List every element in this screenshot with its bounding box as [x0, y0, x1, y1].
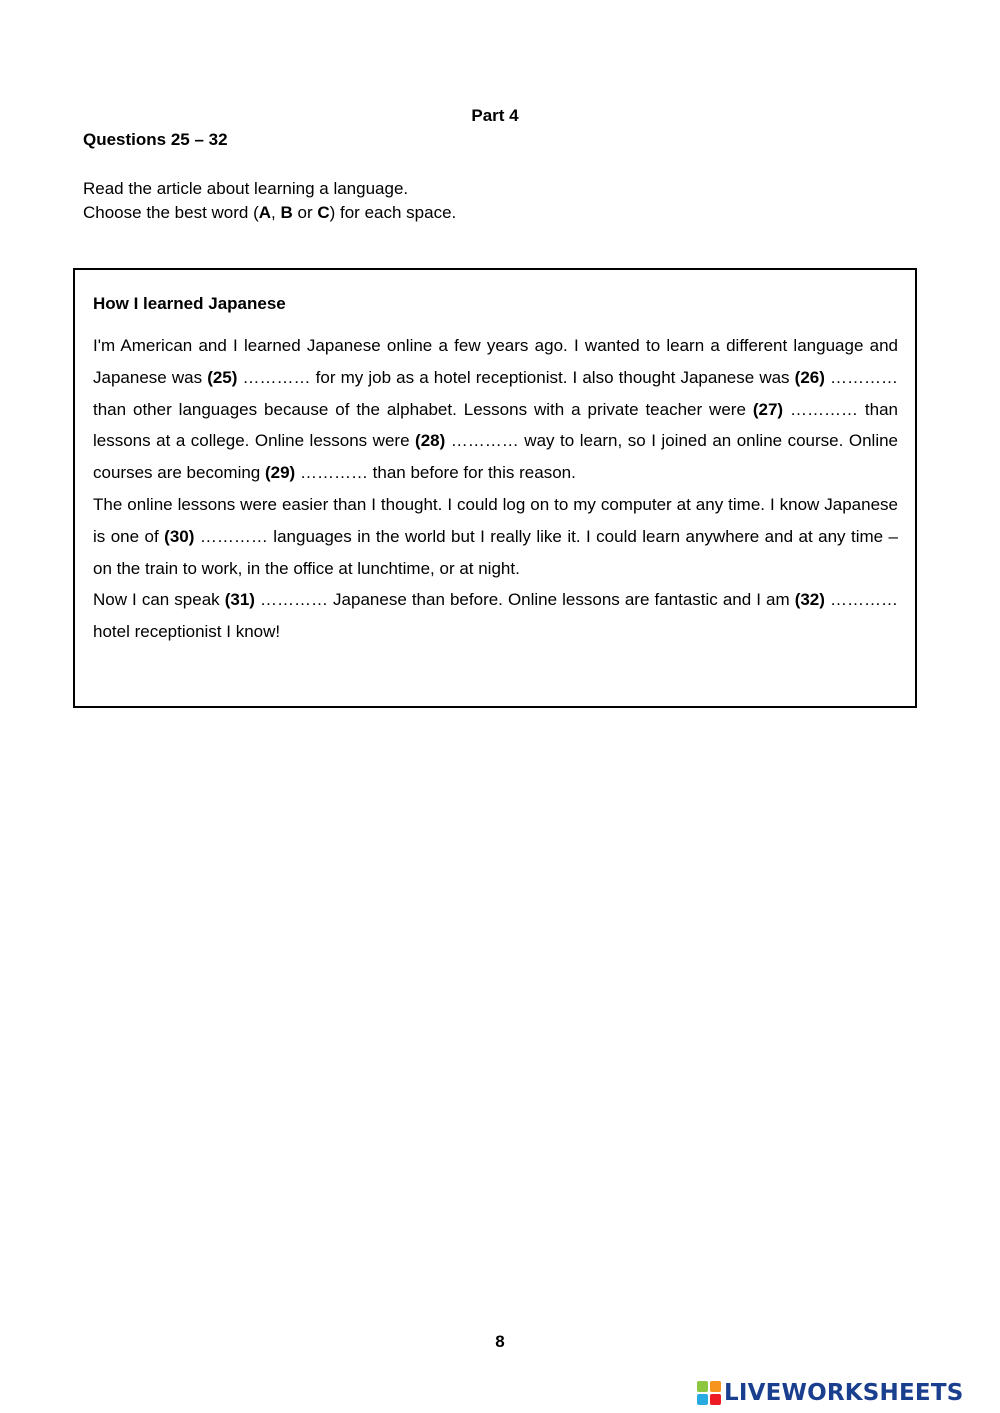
article-text: ………… than other languages because of the alphabet. Lessons with a private teacher were: [93, 367, 898, 419]
option-c: C: [317, 203, 330, 222]
article-body: [93, 330, 898, 648]
gap-31: (31): [224, 590, 255, 610]
part-title: Part 4: [471, 106, 519, 125]
article-text: ………… for my job as a hotel receptionist. I also thought Japanese was: [237, 367, 795, 387]
article-text: ………… way to learn, so I joined an online course. Online courses are becoming: [93, 431, 899, 483]
gap-30: (30): [164, 526, 195, 546]
instruction-text: ) for each space.: [329, 203, 457, 222]
article-text: ………… languages in the world but I really like it. I could learn anywhere and at any time – on the train to work, in the office at lunchtime, or at night.: [93, 526, 898, 578]
instruction-line-1: Read the article about learning a language.: [83, 179, 409, 198]
instruction-text: Choose the best word (: [83, 203, 259, 222]
instructions: [83, 177, 456, 225]
instruction-text: or: [292, 203, 318, 222]
article-title: How I learned Japanese: [93, 294, 286, 313]
paragraph-3: [93, 584, 898, 648]
article-text: ………… Japanese than before. Online lessons are fantastic and I am: [254, 590, 795, 610]
article-text: ………… hotel receptionist I know!: [93, 590, 898, 642]
paragraph-1: [93, 330, 898, 489]
questions-range: Questions 25 – 32: [83, 130, 228, 149]
article-text: ………… than before for this reason.: [295, 463, 576, 483]
article-box: [73, 268, 917, 708]
article-text: I'm American and I learned Japanese online a few years ago. I wanted to learn a different language and Japanese was: [93, 336, 898, 387]
article-text: The online lessons were easier than I thought. I could log on to my computer at any time. I know Japanese is one of: [93, 494, 898, 546]
gap-29: (29): [264, 463, 296, 483]
instruction-text: ,: [271, 203, 281, 222]
gap-32: (32): [794, 590, 825, 610]
brand-name: LIVEWORKSHEETS: [724, 1380, 964, 1406]
article-text: ………… than lessons at a college. Online lessons were: [93, 399, 898, 451]
option-a: A: [258, 203, 272, 222]
option-b: B: [280, 203, 293, 222]
page-number: 8: [495, 1332, 505, 1351]
instruction-line-2: [83, 201, 456, 225]
paragraph-2: [93, 489, 898, 584]
gap-28: (28): [415, 431, 446, 451]
liveworksheets-logo[interactable]: [697, 1378, 963, 1408]
gap-25: (25): [207, 367, 238, 387]
gap-26: (26): [794, 367, 825, 387]
article-text: Now I can speak: [93, 590, 225, 610]
gap-27: (27): [752, 399, 784, 419]
liveworksheets-icon: [697, 1381, 721, 1405]
